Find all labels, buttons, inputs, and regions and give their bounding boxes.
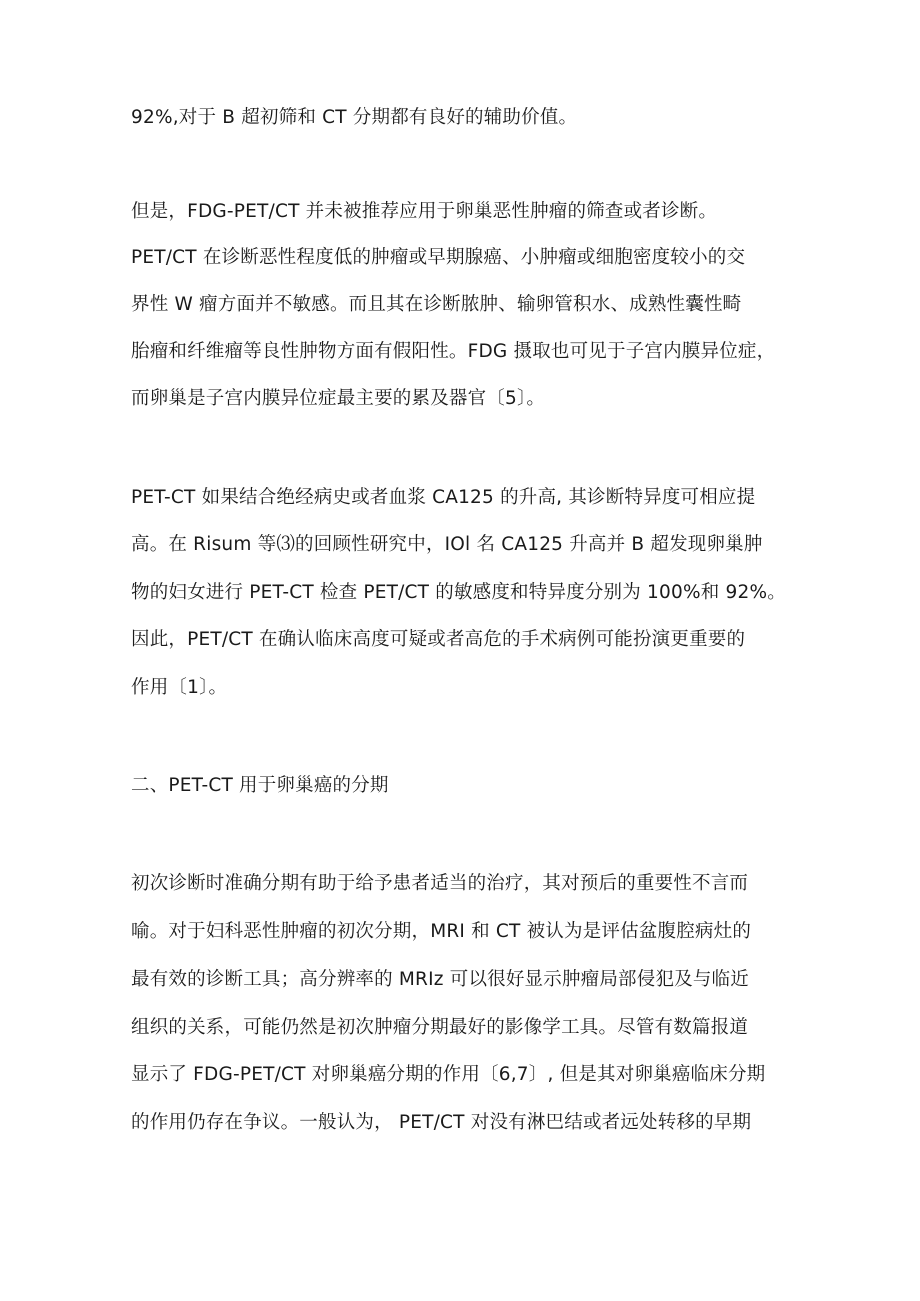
paragraph-3-line-2: 高。在 Risum 等⑶的回顾性研究中，IOl 名 CA125 升高并 B 超发现卵巢肿	[131, 534, 763, 555]
paragraph-2-line-5: 而卵巢是子宫内膜异位症最主要的累及器官〔5〕。	[131, 388, 546, 409]
paragraph-2-line-1: 但是，FDG-PET/CT 并未被推荐应用于卵巢恶性肿瘤的筛查或者诊断。	[131, 201, 718, 222]
paragraph-2-line-4: 胎瘤和纤维瘤等良性肿物方面有假阳性。FDG 摄取也可见于子宫内膜异位症，	[131, 341, 776, 362]
paragraph-3-line-4: 因此，PET/CT 在确认临床高度可疑或者高危的手术病例可能扮演更重要的	[131, 629, 746, 650]
paragraph-1-line-1: 92%,对于 B 超初筛和 CT 分期都有良好的辅助价值。	[131, 107, 578, 128]
paragraph-4-line-6: 的作用仍存在争议。一般认为， PET/CT 对没有淋巴结或者远处转移的早期	[131, 1112, 752, 1133]
section-heading: 二、PET-CT 用于卵巢癌的分期	[131, 775, 389, 796]
paragraph-4-line-1: 初次诊断时准确分期有助于给予患者适当的治疗，其对预后的重要性不言而	[131, 873, 749, 894]
paragraph-4-line-4: 组织的关系，可能仍然是初次肿瘤分期最好的影像学工具。尽管有数篇报道	[131, 1017, 749, 1038]
paragraph-3-line-3: 物的妇女进行 PET-CT 检查 PET/CT 的敏感度和特异度分别为 100%和 92%。	[131, 582, 786, 603]
paragraph-4-line-5: 显示了 FDG-PET/CT 对卵巢癌分期的作用〔6,7〕, 但是其对卵巢癌临床分期	[131, 1064, 766, 1085]
paragraph-3-line-1: PET-CT 如果结合绝经病史或者血浆 CA125 的升高, 其诊断特异度可相应提	[131, 487, 756, 508]
paragraph-2-line-2: PET/CT 在诊断恶性程度低的肿瘤或早期腺癌、小肿瘤或细胞密度较小的交	[131, 247, 746, 268]
paragraph-4-line-2: 喻。对于妇科恶性肿瘤的初次分期，MRI 和 CT 被认为是评估盆腹腔病灶的	[131, 921, 752, 942]
paragraph-3-line-5: 作用〔1〕。	[131, 677, 228, 698]
paragraph-2-line-3: 界性 W 瘤方面并不敏感。而且其在诊断脓肿、输卵管积水、成熟性囊性畸	[131, 294, 742, 315]
paragraph-4-line-3: 最有效的诊断工具；高分辨率的 MRIz 可以很好显示肿瘤局部侵犯及与临近	[131, 969, 749, 990]
